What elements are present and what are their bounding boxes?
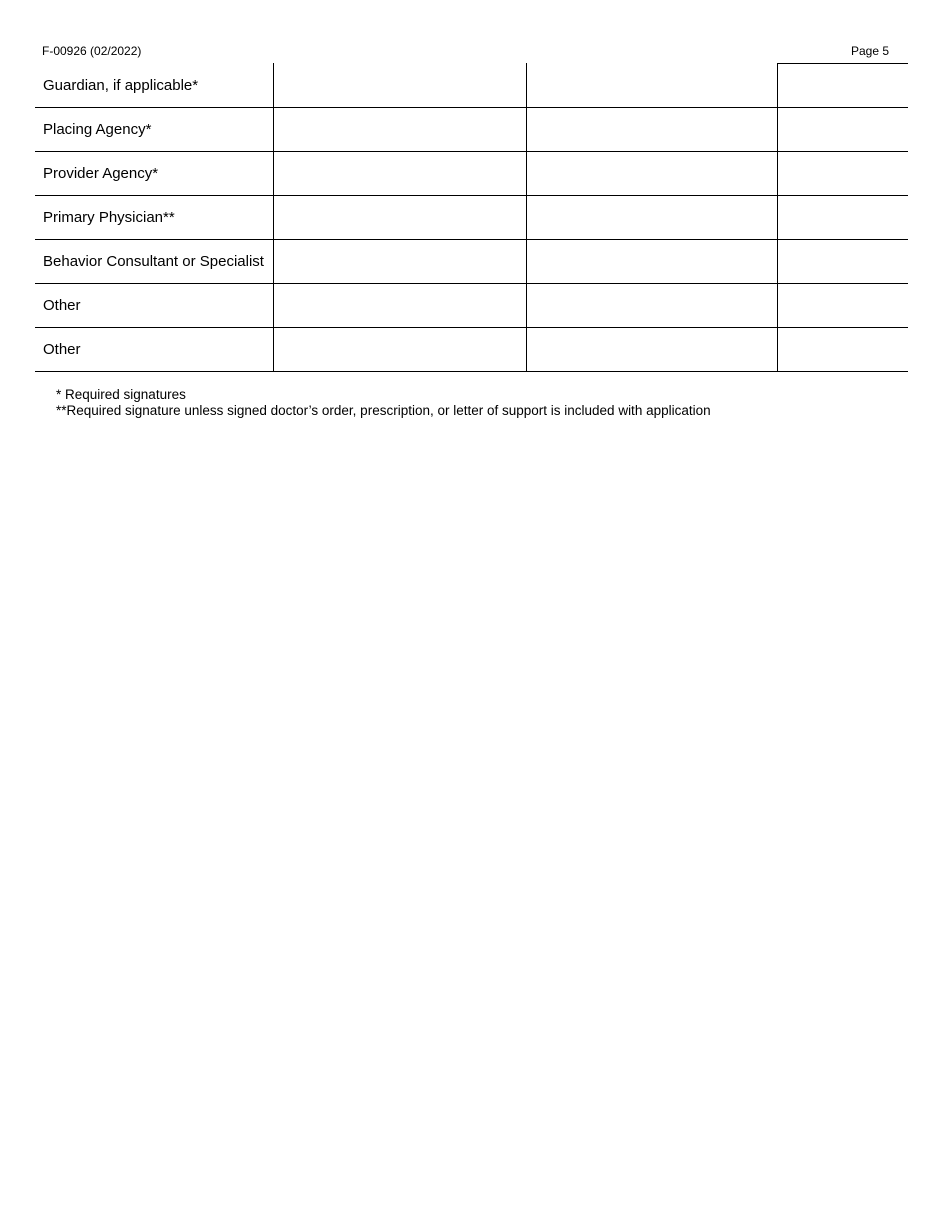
date-cell[interactable] <box>777 284 908 328</box>
date-cell[interactable] <box>777 240 908 284</box>
name-cell[interactable] <box>526 64 777 108</box>
table-row <box>35 284 908 328</box>
signature-cell[interactable] <box>274 108 526 152</box>
name-cell[interactable] <box>526 328 777 372</box>
name-cell[interactable] <box>526 152 777 196</box>
date-cell[interactable] <box>777 64 908 108</box>
row-label: Placing Agency* <box>35 108 274 152</box>
table-row <box>35 152 908 196</box>
name-cell[interactable] <box>526 284 777 328</box>
name-cell[interactable] <box>526 240 777 284</box>
row-label: Other <box>35 328 274 372</box>
footnote-required: * Required signatures <box>56 387 186 402</box>
date-cell[interactable] <box>777 196 908 240</box>
name-cell[interactable] <box>526 108 777 152</box>
signature-cell[interactable] <box>274 64 526 108</box>
table-row <box>35 108 908 152</box>
signature-cell[interactable] <box>274 240 526 284</box>
table-row <box>35 240 908 284</box>
signature-cell[interactable] <box>274 284 526 328</box>
table-row <box>35 328 908 372</box>
date-cell[interactable] <box>777 152 908 196</box>
date-cell[interactable] <box>777 108 908 152</box>
name-cell[interactable] <box>526 196 777 240</box>
signature-cell[interactable] <box>274 328 526 372</box>
form-id: F-00926 (02/2022) <box>42 44 142 58</box>
row-label: Other <box>35 284 274 328</box>
signature-cell[interactable] <box>274 196 526 240</box>
page-number: Page 5 <box>851 44 890 58</box>
row-label: Behavior Consultant or Specialist <box>35 240 274 284</box>
table-row <box>35 64 908 108</box>
row-label: Provider Agency* <box>35 152 274 196</box>
signature-table <box>35 63 908 372</box>
table-row <box>35 196 908 240</box>
date-cell[interactable] <box>777 328 908 372</box>
footnote-physician: **Required signature unless signed doctor’s order, prescription, or letter of support is included with application <box>56 403 711 418</box>
row-label: Guardian, if applicable* <box>35 64 274 108</box>
footnotes <box>56 387 711 419</box>
signature-cell[interactable] <box>274 152 526 196</box>
row-label: Primary Physician** <box>35 196 274 240</box>
